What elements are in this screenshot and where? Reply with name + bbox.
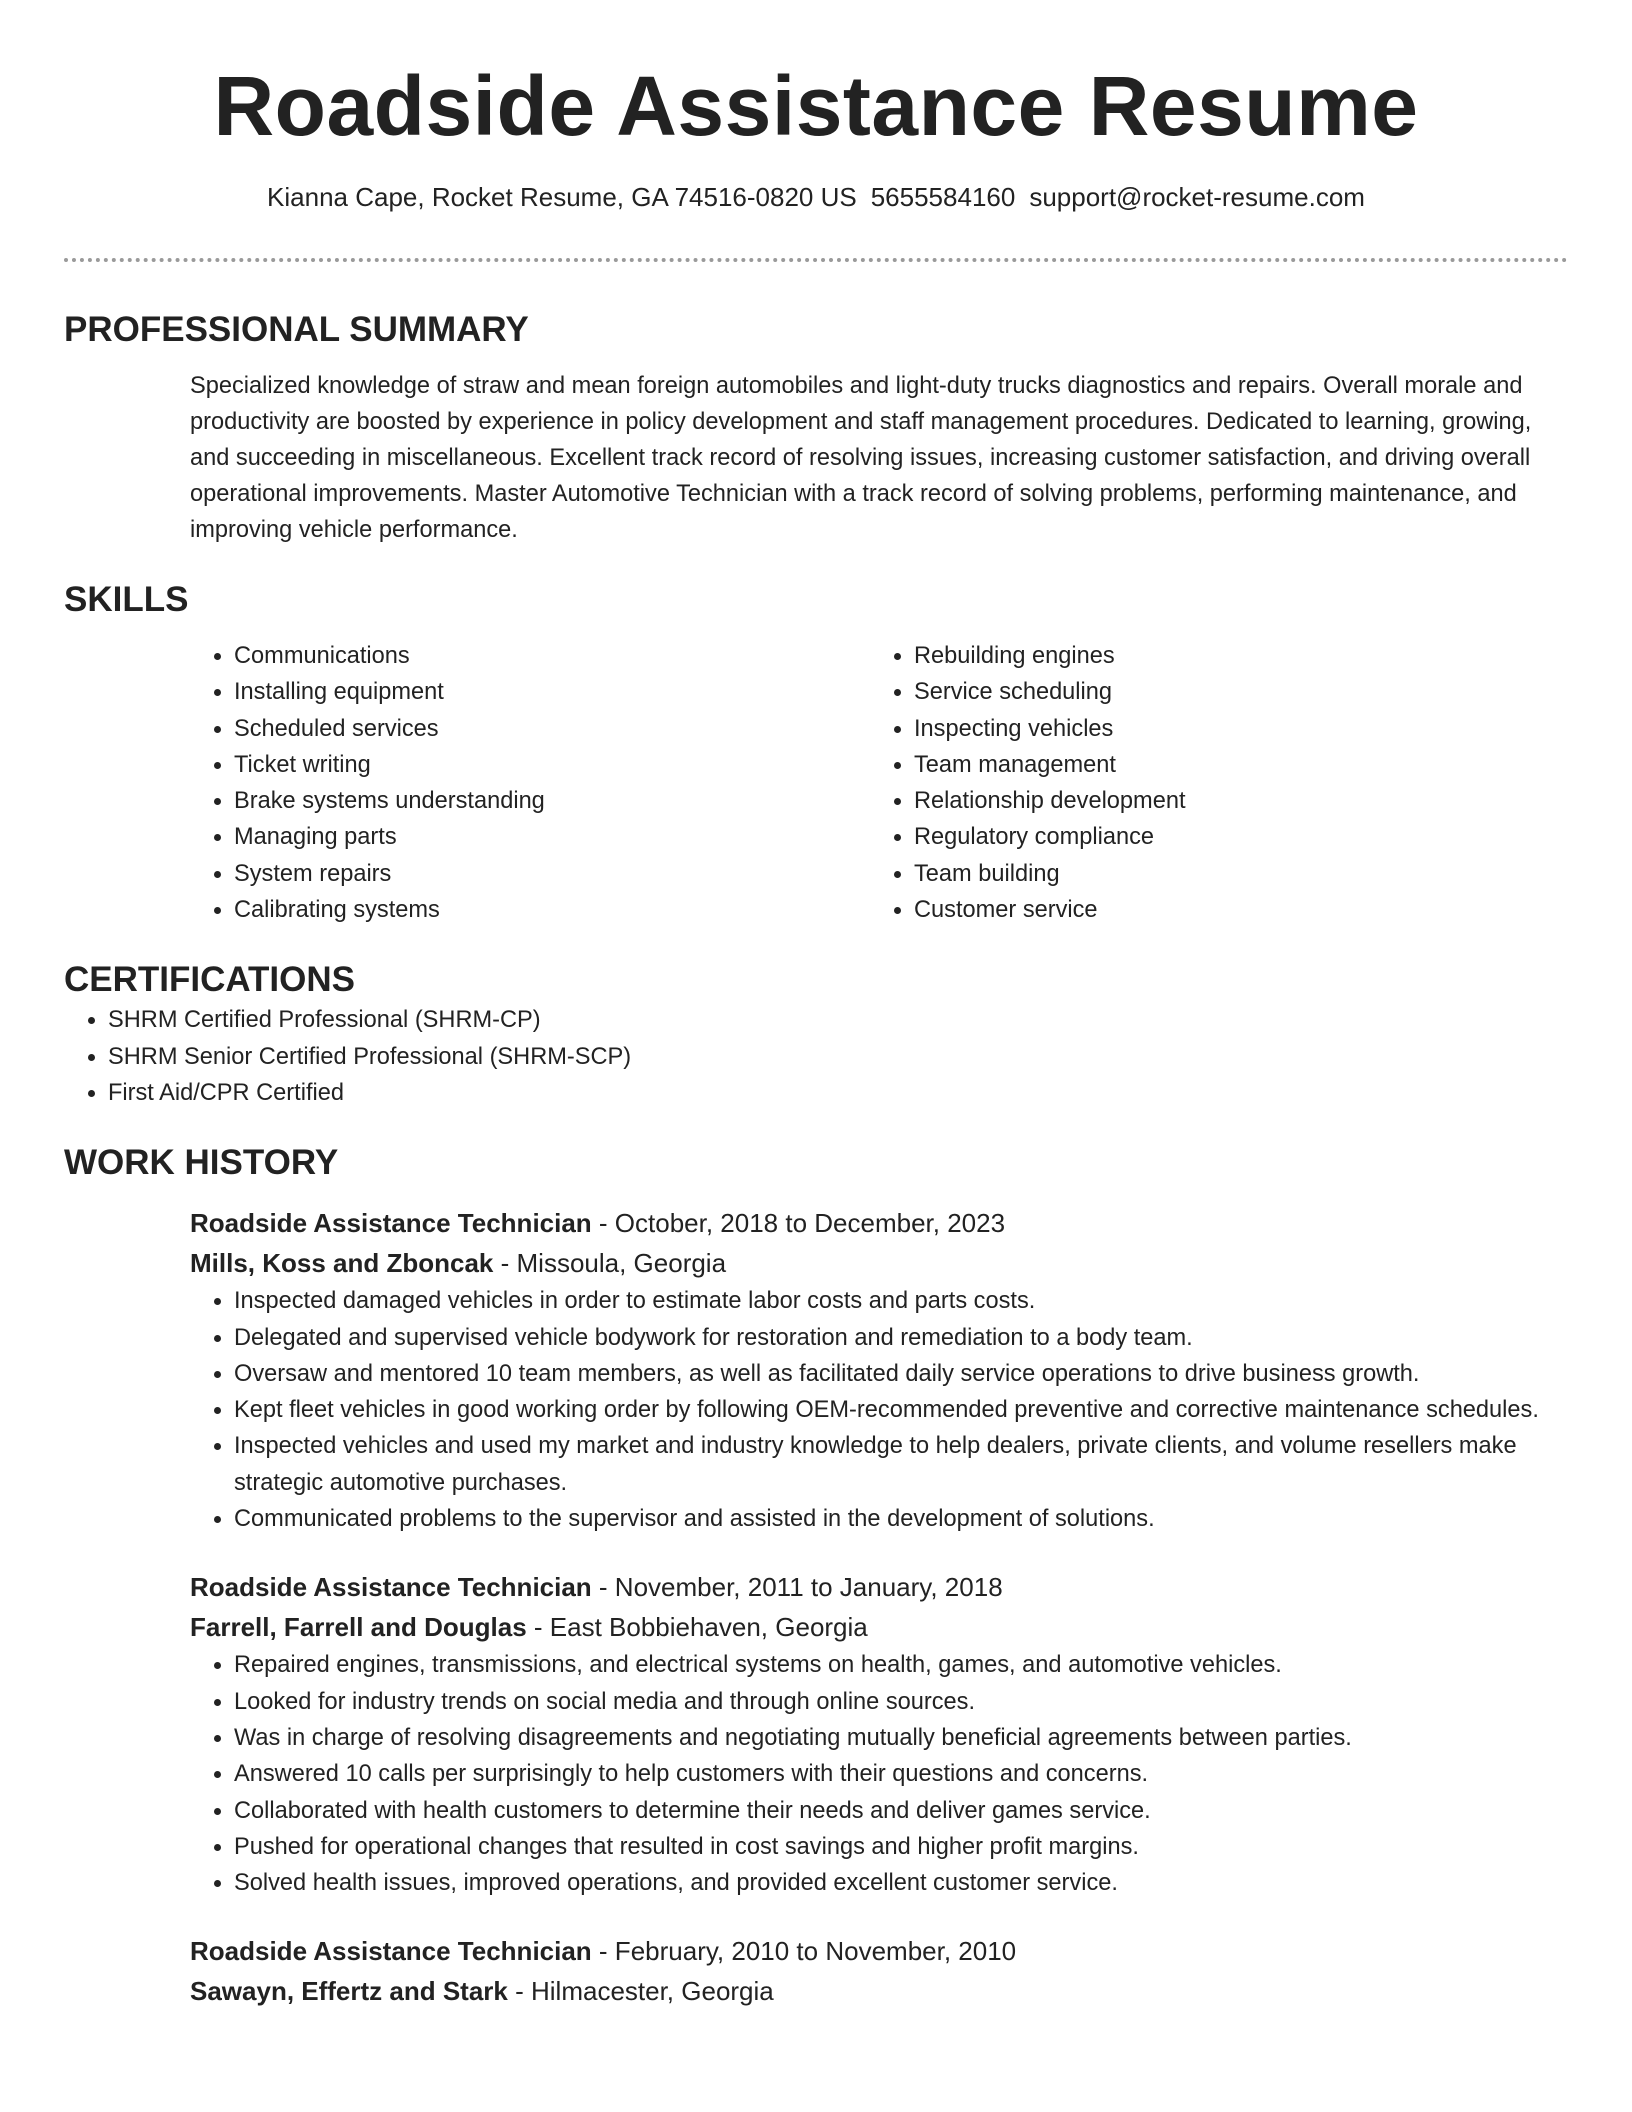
job-duty: • Delegated and supervised vehicle bodywork for restoration and remediation to a body team.: [234, 1320, 1568, 1356]
job-company: Mills, Koss and Zboncak: [190, 1248, 494, 1279]
work-history-section: [64, 1141, 1568, 2011]
job-company-line: [190, 1243, 1568, 1283]
skill-item: • Team building: [914, 856, 1550, 892]
job-duty: • Looked for industry trends on social media and through online sources.: [234, 1684, 1568, 1720]
job-title-line: [190, 1203, 1568, 1243]
work-history-heading: WORK HISTORY: [64, 1143, 339, 1183]
job-duty: • Communicated problems to the supervisor and assisted in the development of solutions.: [234, 1501, 1568, 1537]
skills-section: [64, 578, 1568, 928]
job-duty: • Solved health issues, improved operations, and provided excellent customer service.: [234, 1865, 1568, 1901]
job-company-line: [190, 1607, 1568, 1647]
skill-item: • Rebuilding engines: [914, 638, 1550, 674]
contact-phone: 5655584160: [870, 182, 1016, 212]
certifications-section: [64, 958, 1568, 1111]
certification-item: • First Aid/CPR Certified: [108, 1075, 1568, 1111]
job-location: - Missoula, Georgia: [493, 1248, 727, 1279]
skill-item: • Managing parts: [234, 819, 870, 855]
job-duty: • Repaired engines, transmissions, and electrical systems on health, games, and automotive vehicles.: [234, 1647, 1568, 1683]
contact-line: [64, 180, 1568, 214]
summary-heading: PROFESSIONAL SUMMARY: [64, 310, 529, 349]
job-dates: - February, 2010 to November, 2010: [591, 1936, 1017, 1967]
job-title-line: [190, 1567, 1568, 1607]
job-title-line: [190, 1931, 1568, 1971]
job-company: Farrell, Farrell and Douglas: [190, 1612, 527, 1643]
job-title: Roadside Assistance Technician: [190, 1936, 592, 1967]
skills-column-right: [870, 638, 1550, 928]
skill-item: • Installing equipment: [234, 674, 870, 710]
skill-item: • Inspecting vehicles: [914, 711, 1550, 747]
job-entry: [190, 1567, 1568, 1901]
skills-heading: SKILLS: [64, 580, 189, 619]
skill-item: • System repairs: [234, 856, 870, 892]
job-company-line: [190, 1971, 1568, 2011]
skill-item: • Ticket writing: [234, 747, 870, 783]
skills-list-right: [870, 638, 1550, 928]
summary-section: [64, 308, 1568, 548]
job-dates: - November, 2011 to January, 2018: [591, 1572, 1003, 1603]
job-dates: - October, 2018 to December, 2023: [591, 1208, 1006, 1239]
skill-item: • Scheduled services: [234, 711, 870, 747]
certifications-list: [64, 1002, 1568, 1111]
skill-item: • Calibrating systems: [234, 892, 870, 928]
job-duty: • Answered 10 calls per surprisingly to help customers with their questions and concerns.: [234, 1756, 1568, 1792]
job-duty: • Oversaw and mentored 10 team members, as well as facilitated daily service operations to drive business growth.: [234, 1356, 1568, 1392]
job-duties-list: [190, 1283, 1568, 1537]
skills-columns: [190, 638, 1568, 928]
skill-item: • Brake systems understanding: [234, 783, 870, 819]
job-duties-list: [190, 1647, 1568, 1901]
certifications-heading: CERTIFICATIONS: [64, 960, 356, 1000]
skill-item: • Regulatory compliance: [914, 819, 1550, 855]
skills-list-left: [190, 638, 870, 928]
skill-item: • Team management: [914, 747, 1550, 783]
job-location: - East Bobbiehaven, Georgia: [526, 1612, 868, 1643]
skill-item: • Relationship development: [914, 783, 1550, 819]
job-location: - Hilmacester, Georgia: [507, 1976, 774, 2007]
resume-title: Roadside Assistance Resume: [213, 59, 1419, 153]
job-duty: • Inspected damaged vehicles in order to estimate labor costs and parts costs.: [234, 1283, 1568, 1319]
job-company: Sawayn, Effertz and Stark: [190, 1976, 508, 2007]
job-duty: • Inspected vehicles and used my market and industry knowledge to help dealers, private clients, and volume resellers make strategic automotive purchases.: [234, 1428, 1568, 1501]
summary-text: Specialized knowledge of straw and mean foreign automobiles and light-duty trucks diagnostics and repairs. Overall morale and productivity are boosted by experience in policy development and staff management procedures. Dedicated to learning, growing, and succeeding in miscellaneous. Excellent track record of resolving issues, increasing customer satisfaction, and driving overall operational improvements. Master Automotive Technician with a track record of solving problems, performing maintenance, and improving vehicle performance.: [190, 373, 1532, 543]
job-duty: • Was in charge of resolving disagreements and negotiating mutually beneficial agreements between parties.: [234, 1720, 1568, 1756]
skills-column-left: [190, 638, 870, 928]
certification-item: • SHRM Certified Professional (SHRM-CP): [108, 1002, 1568, 1038]
job-entry: [190, 1931, 1568, 2011]
skill-item: • Service scheduling: [914, 674, 1550, 710]
job-duty: • Pushed for operational changes that resulted in cost savings and higher profit margins.: [234, 1829, 1568, 1865]
job-duty: • Collaborated with health customers to determine their needs and deliver games service.: [234, 1793, 1568, 1829]
header-divider: [64, 258, 1568, 262]
skill-item: • Customer service: [914, 892, 1550, 928]
job-title: Roadside Assistance Technician: [190, 1572, 592, 1603]
job-entry: [190, 1203, 1568, 1537]
job-duty: • Kept fleet vehicles in good working order by following OEM-recommended preventive and corrective maintenance schedules.: [234, 1392, 1568, 1428]
contact-email: support@rocket-resume.com: [1029, 182, 1365, 212]
skill-item: • Communications: [234, 638, 870, 674]
contact-address: Kianna Cape, Rocket Resume, GA 74516-0820 US: [267, 182, 857, 212]
certification-item: • SHRM Senior Certified Professional (SHRM-SCP): [108, 1039, 1568, 1075]
job-title: Roadside Assistance Technician: [190, 1208, 592, 1239]
